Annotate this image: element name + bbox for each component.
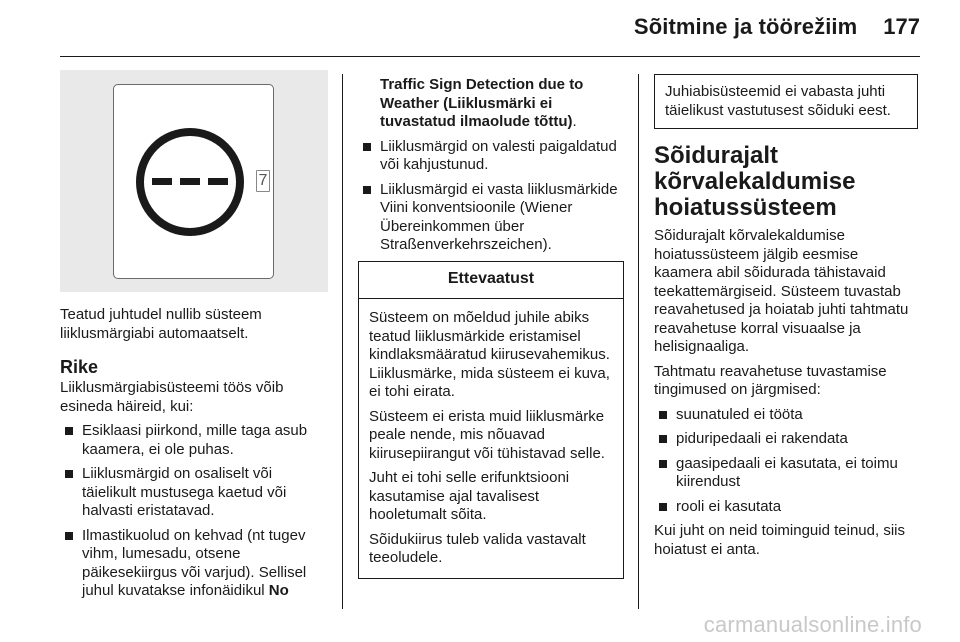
list-item: Liiklusmärgid on osaliselt või täielikult mustusega kaetud või halvasti eristatavad. [60,465,328,521]
section-title: Sõitmine ja töörežiim [633,14,858,39]
header-divider [60,56,920,57]
caution-body [359,299,623,578]
continued-bold-text: Traffic Sign Detection due to Weather (Liiklusmärki ei tuvastatud ilmaolude tõttu) [380,76,584,130]
caution-title: Ettevaatust [359,262,623,300]
list-item-text: Ilmastikuolud on kehvad (nt tugev vihm, lumesadu, otsene päikesekiirgus või varjud). Sellisel juhul kuvatakse infonäidikul [82,526,307,599]
column-2 [358,76,624,579]
note-box: Juhiabisüsteemid ei vabasta juhti täielikust vastutusest sõiduki eest. [654,74,918,129]
caution-paragraph: Süsteem ei erista muid liiklusmärke peale nende, mis nõuavad kiirusepiirangut või tühistavad selle. [369,407,605,462]
list-item: piduripedaali ei rakendata [654,430,918,449]
column-divider-2 [638,74,639,609]
caution-paragraph: Sõidukiirus tuleb valida vastavalt teeoludele. [369,530,586,566]
conditions-list [654,406,918,517]
continued-end: . [572,113,577,130]
list-item: gaasipedaali ei kasutata, ei toimu kiirendust [654,455,918,492]
column-divider-1 [342,74,343,609]
lane-paragraph-1: Sõidurajalt kõrvalekaldumise hoiatussüsteem jälgib eesmise kaamera abil sõidurada tähistavaid teekattemärgiseid. Süsteem tuvastab reavahetused ja hoiatab juhti tahtmatu reavahetuse korral visuaalse ja helisignaaliga. [654,227,909,355]
lane-paragraph-2: Tahtmatu reavahetuse tuvastamise tingimused on järgmised: [654,362,887,398]
figure-number: 7 [256,170,270,192]
traffic-sign-no-detection-icon [60,70,328,292]
column-3 [654,70,918,565]
fault-list [60,422,328,601]
watermark: carmanualsonline.info [703,612,922,637]
list-item [60,527,328,601]
fault-lead: Liiklusmärgiabisüsteemi töös võib esineda häireid, kui: [60,379,284,415]
page-header [634,14,920,44]
caution-box [358,261,624,579]
list-item: rooli ei kasutata [654,498,918,517]
heading-lane-departure: Sõidurajalt kõrvalekaldumise hoiatussüsteem [654,142,856,221]
fault-list-continued [358,138,624,255]
figure-traffic-sign [60,70,328,292]
list-item-bold: No [268,582,289,599]
list-item: Liiklusmärgid ei vasta liiklusmärkide Viini konventsioonile (Wiener Übereinkommen über Straßenverkehrszeichen). [358,181,624,255]
list-item: Liiklusmärgid on valesti paigaldatud või kahjustunud. [358,138,624,175]
lane-paragraph-3: Kui juht on neid toiminguid teinud, siis hoiatust ei anta. [654,522,905,558]
list-item: Esiklaasi piirkond, mille taga asub kaamera, ei ole puhas. [60,422,328,459]
caution-paragraph: Süsteem on mõeldud juhile abiks teatud liiklusmärkide eristamisel kindlaksmääratud kiirusevahemikus. Liiklusmärke, mida süsteem ei kuva, ei tohi eirata. [369,309,610,400]
continued-item [358,76,624,132]
intro-paragraph: Teatud juhtudel nullib süsteem liiklusmärgiabi automaatselt. [60,306,262,342]
heading-fault: Rike [60,357,99,377]
column-1 [60,70,328,607]
list-item: suunatuled ei tööta [654,406,918,425]
page-number: 177 [883,14,920,39]
caution-paragraph: Juht ei tohi selle erifunktsiooni kasutamise ajal tavalisest hooletumalt sõita. [369,469,570,523]
